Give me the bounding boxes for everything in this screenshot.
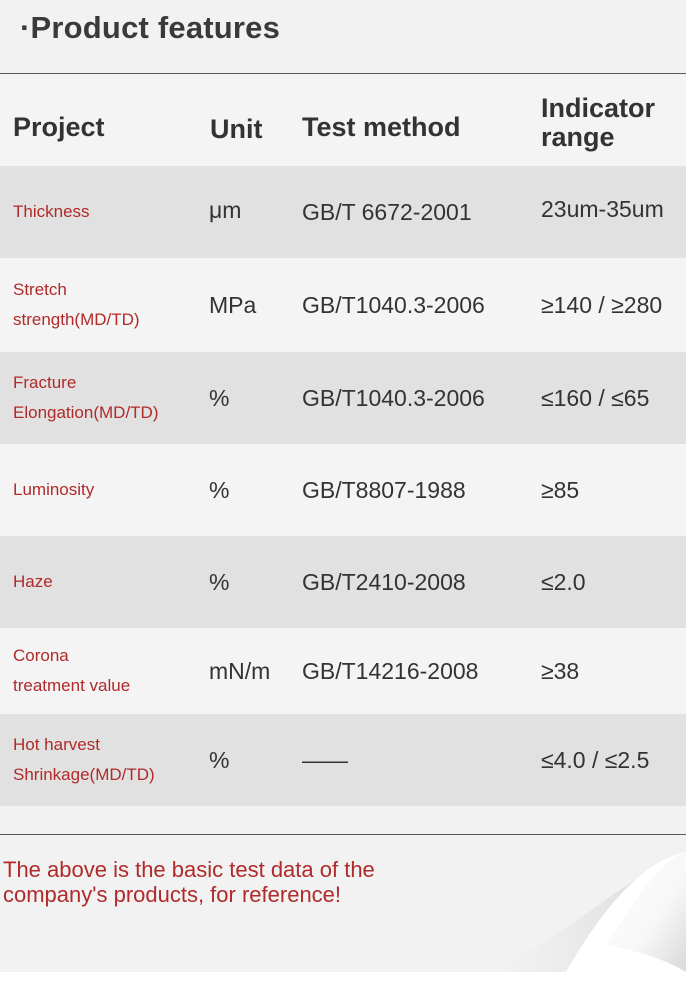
row-range: ≤2.0 — [541, 568, 586, 595]
header-test-method: Test method — [302, 112, 461, 142]
project-line2: Shrinkage(MD/TD) — [13, 765, 155, 784]
row-method: GB/T 6672-2001 — [302, 198, 472, 225]
row-unit: MPa — [209, 291, 257, 318]
table-row — [0, 166, 686, 258]
reference-note: The above is the basic test data of the company's products, for reference! — [3, 857, 375, 907]
row-unit: mN/m — [209, 657, 271, 684]
header-project: Project — [13, 112, 105, 142]
features-table — [0, 74, 686, 806]
project-line1: Corona — [13, 646, 69, 665]
row-range: ≤4.0 / ≤2.5 — [541, 746, 650, 773]
project-line2: treatment value — [13, 676, 131, 695]
table-row — [0, 352, 686, 444]
project-line1: Haze — [13, 572, 53, 591]
header-indicator-range — [541, 94, 655, 152]
project-line1: Fracture — [13, 373, 77, 392]
project-line2: strength(MD/TD) — [13, 310, 140, 329]
header-range-line2: range — [541, 122, 615, 152]
row-project — [13, 714, 203, 806]
table-row — [0, 444, 686, 536]
row-project — [13, 444, 203, 536]
row-unit: % — [209, 568, 230, 595]
project-line2: Elongation(MD/TD) — [13, 403, 159, 422]
row-range: ≥140 / ≥280 — [541, 291, 663, 318]
row-project — [13, 352, 203, 444]
row-range: 23um-35um — [541, 195, 664, 222]
row-project — [13, 166, 203, 258]
table-row — [0, 258, 686, 352]
project-line1: Thickness — [13, 202, 90, 221]
row-range: ≤160 / ≤65 — [541, 384, 650, 411]
row-unit: % — [209, 746, 230, 773]
row-project — [13, 628, 203, 714]
table-row — [0, 714, 686, 806]
row-range: ≥38 — [541, 657, 580, 684]
table-header — [0, 74, 686, 166]
table-row — [0, 536, 686, 628]
page-title: ·Product features — [20, 10, 281, 45]
page-curl-decoration — [486, 832, 686, 972]
row-method: —— — [302, 746, 348, 773]
row-method: GB/T14216-2008 — [302, 657, 479, 684]
header-range-line1: Indicator — [541, 93, 656, 123]
row-method: GB/T8807-1988 — [302, 476, 466, 503]
row-unit: μm — [209, 196, 242, 223]
project-line1: Luminosity — [13, 480, 95, 499]
table-row — [0, 628, 686, 714]
header-unit: Unit — [210, 114, 263, 144]
row-method: GB/T2410-2008 — [302, 568, 466, 595]
row-method: GB/T1040.3-2006 — [302, 291, 485, 318]
row-project — [13, 536, 203, 628]
row-method: GB/T1040.3-2006 — [302, 384, 485, 411]
row-unit: % — [209, 384, 230, 411]
project-line1: Hot harvest — [13, 735, 100, 754]
row-unit: % — [209, 476, 230, 503]
row-project — [13, 258, 203, 352]
row-range: ≥85 — [541, 476, 580, 503]
project-line1: Stretch — [13, 280, 67, 299]
